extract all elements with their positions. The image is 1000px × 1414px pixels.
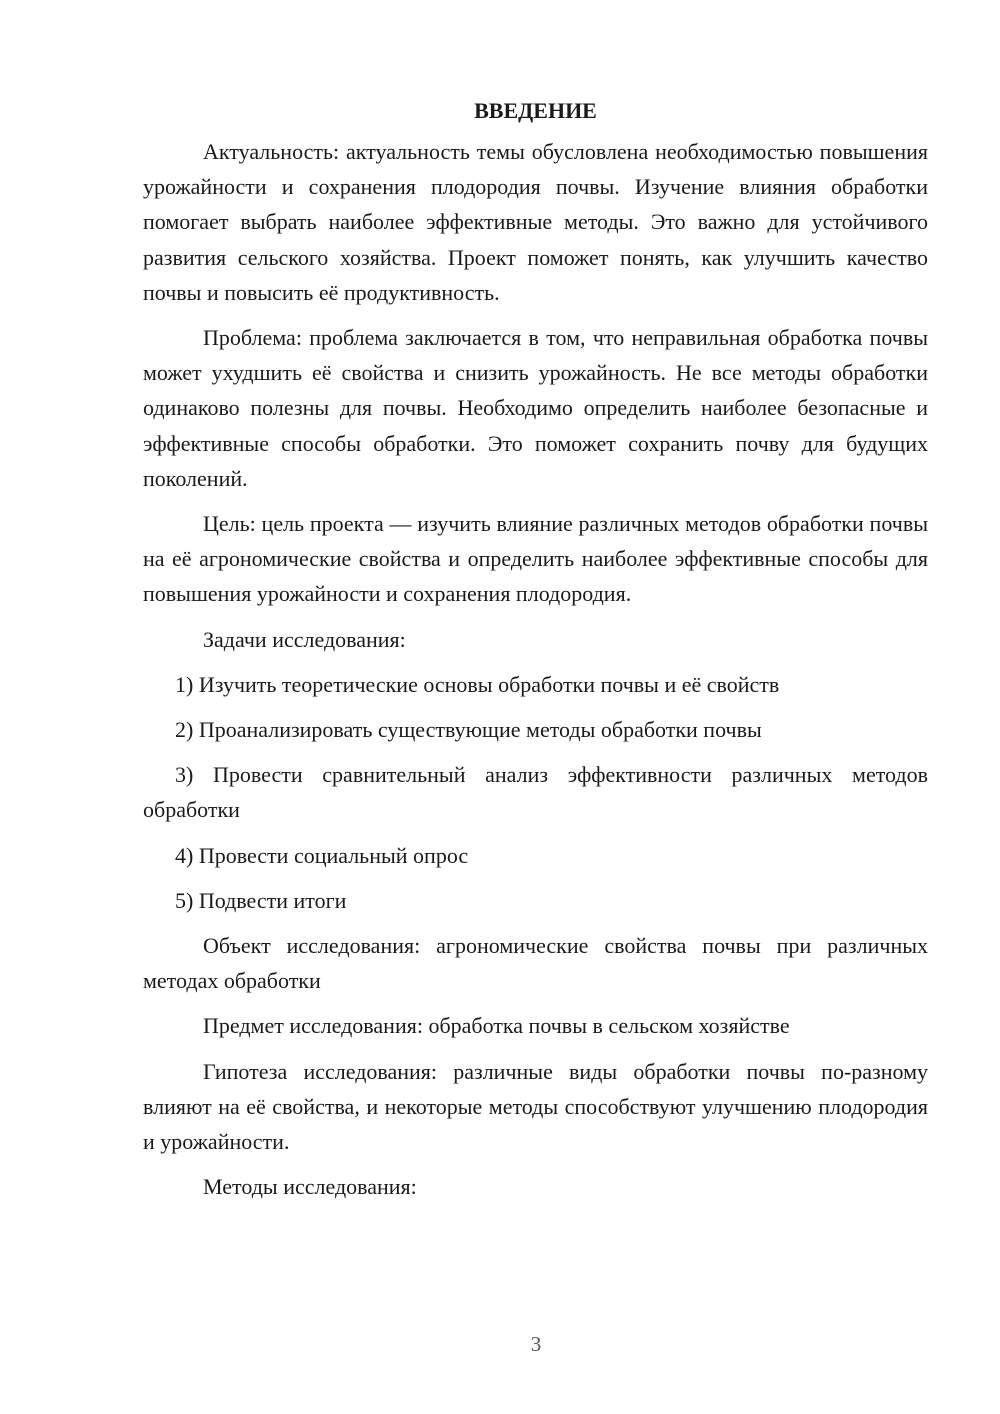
relevance-paragraph: Актуальность: актуальность темы обусловлена необходимостью повышения урожайности и сохранения плодородия почвы. Изучение влияния обработки помогает выбрать наиболее эффективные методы. Это важно для устойчивого развития сельского хозяйства. Проект поможет понять, как улучшить качество почвы и повысить её продуктивность.: [143, 139, 928, 305]
subject-paragraph: Предмет исследования: обработка почвы в сельском хозяйстве: [203, 1013, 790, 1039]
task-item-4: 4) Провести социальный опрос: [175, 842, 469, 868]
page-number: 3: [530, 1332, 542, 1356]
methods-heading: Методы исследования:: [203, 1174, 417, 1200]
tasks-heading: Задачи исследования:: [203, 626, 406, 652]
task-item-1: 1) Изучить теоретические основы обработки почвы и её свойств: [175, 671, 780, 697]
task-item-5: 5) Подвести итоги: [175, 887, 347, 913]
goal-paragraph: Цель: цель проекта — изучить влияние различных методов обработки почвы на её агрономические свойства и определить наиболее эффективные способы для повышения урожайности и сохранения плодородия.: [143, 511, 928, 607]
problem-paragraph: Проблема: проблема заключается в том, что неправильная обработка почвы может ухудшить её свойства и снизить урожайность. Не все методы обработки одинаково полезны для почвы. Необходимо определить наиболее безопасные и эффективные способы обработки. Это поможет сохранить почву для будущих поколений.: [143, 325, 928, 491]
object-paragraph: Объект исследования: агрономические свойства почвы при различных методах обработки: [143, 933, 928, 994]
task-item-2: 2) Проанализировать существующие методы обработки почвы: [175, 717, 762, 743]
document-page: [143, 93, 928, 1204]
task-item-3: 3) Провести сравнительный анализ эффективности различных методов обработки: [143, 762, 928, 823]
section-title: ВВЕДЕНИЕ: [474, 98, 597, 123]
hypothesis-paragraph: Гипотеза исследования: различные виды обработки почвы по-разному влияют на её свойства, и некоторые методы способствуют улучшению плодородия и урожайности.: [143, 1058, 928, 1155]
